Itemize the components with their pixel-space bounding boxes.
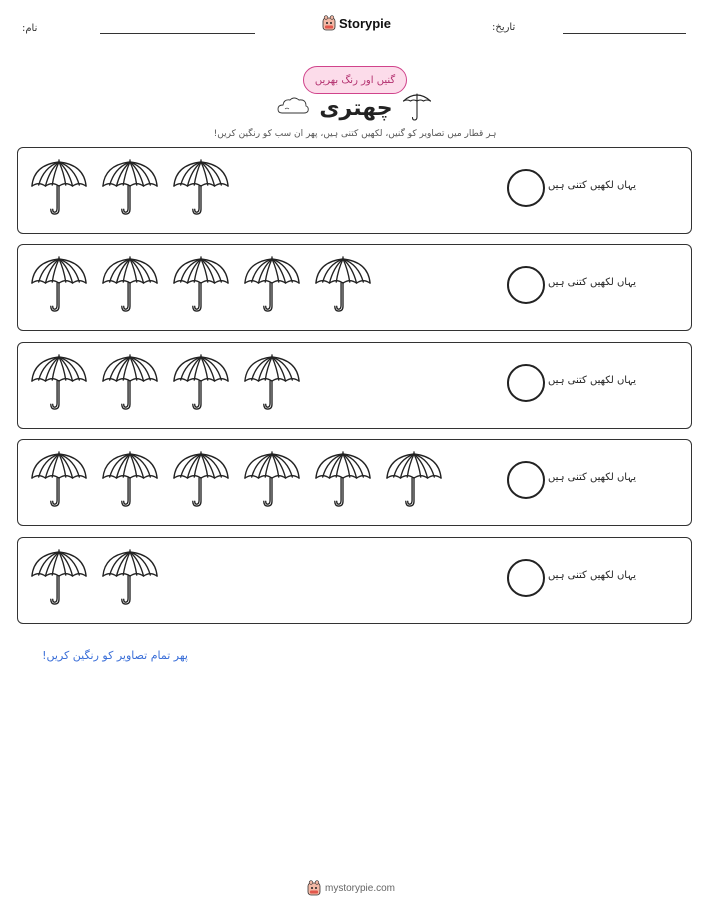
umbrella-group: [30, 255, 372, 315]
answer-label: یہاں لکھیں کتنی ہیں: [548, 180, 636, 191]
answer-label: یہاں لکھیں کتنی ہیں: [548, 472, 636, 483]
page-title: چھتری: [319, 96, 393, 121]
answer-circle[interactable]: [507, 169, 545, 207]
umbrella-icon: [172, 353, 230, 413]
umbrella-icon: [101, 255, 159, 315]
umbrella-icon: [172, 158, 230, 218]
storypie-logo-icon: [307, 880, 321, 896]
umbrella-icon: [172, 450, 230, 510]
name-label: نام:: [22, 23, 38, 34]
count-row: [17, 147, 692, 234]
umbrella-icon: [30, 353, 88, 413]
umbrella-icon: [243, 255, 301, 315]
umbrella-icon: [101, 353, 159, 413]
answer-circle[interactable]: [507, 461, 545, 499]
count-row: [17, 439, 692, 526]
activity-badge: گنیں اور رنگ بھریں: [303, 66, 407, 94]
umbrella-icon: [101, 158, 159, 218]
instruction-text: ہر قطار میں تصاویر کو گنیں، لکھیں کتنی ہیں، پھر ان سب کو رنگین کریں!: [213, 129, 497, 139]
umbrella-icon: [401, 92, 433, 122]
footer-brand: [307, 879, 407, 897]
umbrella-group: [30, 548, 159, 608]
umbrella-icon: [172, 255, 230, 315]
count-row: [17, 537, 692, 624]
umbrella-icon: [101, 450, 159, 510]
count-row: [17, 342, 692, 429]
umbrella-icon: [30, 548, 88, 608]
umbrella-icon: [243, 353, 301, 413]
umbrella-group: [30, 450, 443, 510]
answer-label: یہاں لکھیں کتنی ہیں: [548, 375, 636, 386]
cloud-icon: [277, 96, 309, 116]
answer-label: یہاں لکھیں کتنی ہیں: [548, 277, 636, 288]
brand-logo: [322, 13, 392, 33]
umbrella-group: [30, 353, 301, 413]
count-row: [17, 244, 692, 331]
umbrella-icon: [30, 450, 88, 510]
umbrella-group: [30, 158, 230, 218]
umbrella-icon: [314, 255, 372, 315]
umbrella-icon: [385, 450, 443, 510]
footer-url[interactable]: mystorypie.com: [325, 882, 396, 894]
answer-circle[interactable]: [507, 364, 545, 402]
umbrella-icon: [30, 158, 88, 218]
answer-label: یہاں لکھیں کتنی ہیں: [548, 570, 636, 581]
answer-circle[interactable]: [507, 266, 545, 304]
umbrella-icon: [30, 255, 88, 315]
umbrella-icon: [243, 450, 301, 510]
date-label: تاریخ:: [492, 22, 516, 33]
date-line[interactable]: [563, 33, 686, 34]
umbrella-icon: [314, 450, 372, 510]
brand-name: Storypie: [339, 15, 392, 31]
answer-circle[interactable]: [507, 559, 545, 597]
name-line[interactable]: [100, 33, 255, 34]
footer-note: پھر تمام تصاویر کو رنگین کریں!: [42, 649, 188, 662]
storypie-logo-icon: [322, 15, 336, 31]
umbrella-icon: [101, 548, 159, 608]
